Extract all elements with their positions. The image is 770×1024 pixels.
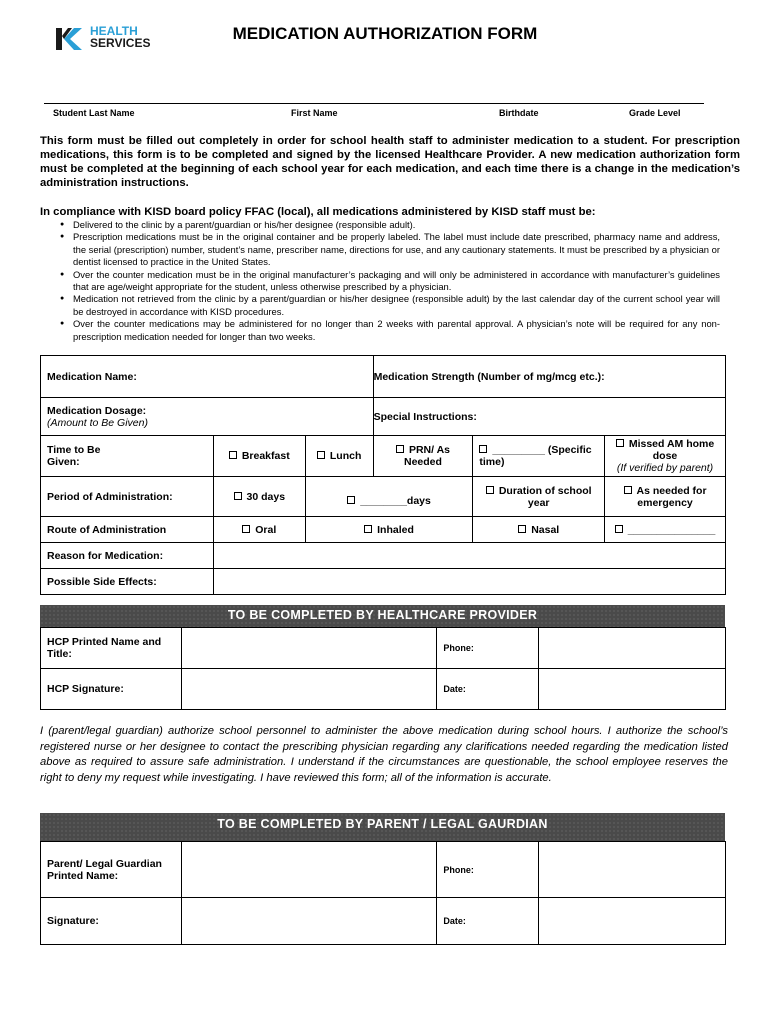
emergency-label: As needed for emergency [636,484,707,509]
lunch-option[interactable] [305,436,373,477]
first-name-label: First Name [291,108,338,118]
school-year-label: Duration of school year [498,484,592,509]
nasal-option[interactable] [473,517,605,543]
hcp-date-label-cell [437,669,539,710]
list-item: ● Over the counter medication must be in the original manufacturer’s packaging and will only be administered in accordance with manufacturer’s guidelines that are age/weight appropriate for the student, unless otherwise prescribed by a physician. [60,269,720,294]
emergency-option[interactable] [605,477,726,517]
special-instructions-label: Special Instructions: [373,410,477,423]
breakfast-label: Breakfast [241,450,290,462]
hcp-name-label-cell [41,628,182,669]
route-label-cell [41,517,214,543]
missed-dose-option[interactable] [605,436,726,477]
student-last-name-label: Student Last Name [53,108,135,118]
time-given-label-cell [41,436,214,477]
hcp-signature-label-cell [41,669,182,710]
checkbox-icon[interactable] [234,492,242,500]
parent-name-input[interactable] [181,842,437,898]
hcp-name-label: HCP Printed Name and Title: [47,636,162,660]
parent-name-label: Parent/ Legal Guardian Printed Name: [47,857,162,882]
checkbox-icon[interactable] [242,525,250,533]
medication-table [40,355,726,595]
specific-time-option[interactable] [473,436,605,477]
list-item: ● Medication not retrieved from the clinic by a parent/guardian or his/her designee (responsible adult) by the last calendar day of the current school year will be destroyed in accordance with KISD procedures. [60,293,720,318]
hcp-phone-label-cell [437,628,539,669]
30-days-option[interactable] [213,477,305,517]
compliance-heading: In compliance with KISD board policy FFAC (local), all medications administered by KISD staff must be: [40,206,596,218]
page-title: MEDICATION AUTHORIZATION FORM [232,24,538,43]
side-effects-input[interactable] [213,569,725,595]
birthdate-label: Birthdate [499,108,539,118]
checkbox-icon[interactable] [347,496,355,504]
checkbox-icon[interactable] [624,486,632,494]
prn-label: PRN/ As Needed [404,444,450,468]
medication-dosage-field[interactable] [41,398,374,436]
parent-phone-label: Phone: [443,864,474,875]
checkbox-icon[interactable] [317,451,325,459]
special-instructions-field[interactable] [373,398,725,436]
medication-name-field[interactable] [41,356,374,398]
inhaled-option[interactable] [305,517,473,543]
grade-level-label: Grade Level [629,108,681,118]
oral-label: Oral [255,523,277,536]
parent-date-input[interactable] [539,898,726,945]
school-year-option[interactable] [473,477,605,517]
authorization-statement: I (parent/legal guardian) authorize school personnel to administer the above medication during school hours. I authorize the school’s registered nurse or her designee to contact the prescribing physician regarding any clarifications needed regarding the medication listed above as required to assure safe administration. I understand if the circumstances are questionable, the school employee reserves the right to deny my request while investigating. I have reviewed this form; all of the information is accurate. [40,725,728,784]
checkbox-icon[interactable] [486,486,494,494]
parent-date-label: Date: [443,916,466,926]
requirements-list [60,219,720,343]
checkbox-icon[interactable] [616,439,624,447]
time-given-label: Time to Be Given: [47,444,101,468]
logo-line2: SERVICES [90,36,151,50]
intro-paragraph: This form must be filled out completely in order for school health staff to administer medication to a student. For prescription medications, this form is to be completed and signed by the licensed Healthcare Provider. A new medication authorization form must be completed at the beginning of each school year for each medication, and each time there is a change in the medication’s administration instructions. [40,135,740,189]
reason-input[interactable] [213,543,725,569]
checkbox-icon[interactable] [229,451,237,459]
period-label-cell [41,477,214,517]
hcp-date-label: Date: [443,684,466,694]
side-effects-label: Possible Side Effects: [47,575,157,588]
hcp-signature-label: HCP Signature: [47,683,124,695]
breakfast-option[interactable] [213,436,305,477]
checkbox-icon[interactable] [396,445,404,453]
list-item: ● Delivered to the clinic by a parent/guardian or his/her designee (responsible adult). [60,219,720,231]
student-info-line[interactable] [44,103,704,104]
route-label: Route of Administration [47,523,167,536]
custom-days-option[interactable] [305,477,473,517]
list-item: ● Over the counter medications may be administered for no longer than 2 weeks with parental approval. A physician’s note will be required for any non-prescription medication needed for longer than two weeks. [60,318,720,343]
hcp-section-header: TO BE COMPLETED BY HEALTHCARE PROVIDER [40,605,725,627]
30-days-label: 30 days [246,490,286,503]
custom-days-label: ________days [360,494,431,507]
missed-dose-label: Missed AM home dose [628,438,715,462]
checkbox-icon[interactable] [615,525,623,533]
parent-signature-label: Signature: [47,915,99,927]
parent-table [40,841,726,945]
oral-option[interactable] [213,517,305,543]
medication-dosage-label: Medication Dosage: [47,404,147,417]
lunch-label: Lunch [329,450,362,462]
medication-strength-label: Medication Strength (Number of mg/mcg etc.): [373,370,605,383]
checkbox-icon[interactable] [479,445,487,453]
parent-date-label-cell [437,898,539,945]
medication-strength-field[interactable] [373,356,725,398]
period-label: Period of Administration: [47,490,173,503]
list-item: ● Prescription medications must be in the original container and be properly labeled. The label must include date prescribed, pharmacy name and address, the serial (prescription) number, student’s name, prescriber name, directions for use, and any cautionary statements. It must be prescribed by a physician or dentist licensed to practice in the United States. [60,231,720,268]
dosage-sublabel: (Amount to Be Given) [47,416,148,429]
hcp-phone-label: Phone: [443,643,474,653]
parent-name-label-cell [41,842,182,898]
checkbox-icon[interactable] [518,525,526,533]
parent-phone-label-cell [437,842,539,898]
inhaled-label: Inhaled [377,523,414,536]
reason-label-cell [41,543,214,569]
side-effects-label-cell [41,569,214,595]
hcp-name-input[interactable] [181,628,437,669]
missed-dose-sublabel: (If verified by parent) [616,462,714,474]
other-route-label: _______________ [627,523,716,536]
logo-line1: HEALTH [90,24,138,38]
parent-phone-input[interactable] [539,842,726,898]
parent-section-header: TO BE COMPLETED BY PARENT / LEGAL GAURDIAN [40,813,725,841]
checkbox-icon[interactable] [364,525,372,533]
medication-name-label: Medication Name: [47,370,137,383]
nasal-label: Nasal [531,523,560,536]
reason-label: Reason for Medication: [47,549,164,562]
parent-signature-label-cell [41,898,182,945]
specific-time-label: _________ (Specific time) [479,444,592,468]
prn-option[interactable] [373,436,473,477]
hcp-signature-input[interactable] [181,669,437,710]
hcp-phone-input[interactable] [539,628,726,669]
hcp-table [40,627,726,710]
parent-signature-input[interactable] [181,898,437,945]
hcp-date-input[interactable] [539,669,726,710]
other-route-option[interactable] [605,517,726,543]
